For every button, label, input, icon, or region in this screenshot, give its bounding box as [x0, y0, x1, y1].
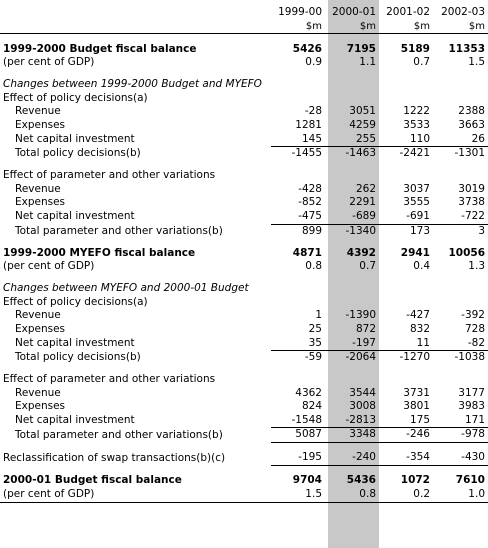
cell-value	[325, 274, 379, 296]
cell-value: 5087	[271, 428, 325, 443]
cell-value: 25	[308, 322, 322, 335]
cell-value: 0.2	[379, 488, 433, 502]
cell-value: -722	[461, 209, 485, 222]
cell-value	[433, 296, 488, 310]
table-row	[0, 210, 488, 224]
cell-value: 11353	[448, 42, 485, 55]
cell-value	[433, 161, 488, 183]
cell-value	[433, 70, 488, 92]
cell-value: 1072	[379, 466, 433, 489]
cell-value	[271, 70, 325, 92]
cell-value	[271, 161, 325, 183]
cell-value: -2813	[345, 413, 376, 426]
cell-value: -240	[325, 443, 379, 466]
cell-value: 1	[315, 309, 322, 322]
cell-value	[379, 161, 433, 183]
row-label: (per cent of GDP)	[0, 488, 271, 502]
fiscal-balance-table	[0, 6, 488, 503]
cell-value: 262	[355, 182, 376, 195]
cell-value: 26	[471, 132, 485, 145]
cell-value: 4259	[349, 118, 376, 131]
cell-value: 3177	[458, 386, 485, 399]
cell-value	[379, 296, 433, 310]
cell-value: -392	[461, 309, 485, 322]
table-row	[0, 400, 488, 414]
cell-value: 832	[409, 322, 430, 335]
unit-label: $m	[325, 20, 379, 34]
cell-value: 1.5	[271, 488, 325, 502]
cell-value: 0.9	[305, 56, 322, 69]
cell-value: 3	[433, 224, 488, 238]
cell-value: -1455	[271, 147, 325, 161]
header-blank	[0, 6, 271, 20]
cell-value: 1.3	[468, 260, 485, 273]
header-blank	[0, 20, 271, 34]
cell-value: -246	[379, 428, 433, 443]
cell-value: 255	[355, 132, 376, 145]
row-label: Net capital investment	[15, 337, 135, 349]
cell-value: 4362	[295, 386, 322, 399]
row-label: Revenue	[15, 105, 61, 118]
cell-value: -1038	[433, 351, 488, 365]
cell-value: 173	[379, 224, 433, 238]
row-label: Effect of policy decisions(a)	[3, 295, 148, 308]
header-row-units	[0, 20, 488, 34]
cell-value: -691	[406, 209, 430, 222]
cell-value: -1301	[433, 147, 488, 161]
cell-value: 0.4	[413, 260, 430, 273]
row-label: Revenue	[15, 386, 61, 399]
table-row	[0, 351, 488, 365]
table-row	[0, 365, 488, 387]
table-row	[0, 196, 488, 210]
row-label: Revenue	[15, 182, 61, 195]
cell-value: -28	[304, 105, 322, 118]
cell-value	[325, 161, 379, 183]
cell-value: 3663	[458, 118, 485, 131]
cell-value: 1222	[403, 105, 430, 118]
table-row	[0, 224, 488, 238]
cell-value: 5436	[325, 466, 379, 489]
cell-value: 0.8	[325, 488, 379, 502]
cell-value: -2064	[325, 351, 379, 365]
row-label: (per cent of GDP)	[3, 56, 95, 69]
row-label: Effect of parameter and other variations	[3, 373, 216, 386]
table-row	[0, 161, 488, 183]
cell-value: 0.8	[305, 260, 322, 273]
table-row	[0, 323, 488, 337]
cell-value: 145	[301, 132, 322, 145]
cell-value: -978	[433, 428, 488, 443]
row-label: Expenses	[15, 400, 66, 413]
cell-value	[271, 296, 325, 310]
table-row	[0, 309, 488, 323]
cell-value: 3051	[349, 105, 376, 118]
col-header: 2002-03	[441, 6, 485, 18]
cell-value: 3801	[403, 400, 430, 413]
row-label: Reclassification of swap transactions(b)(c)	[3, 451, 226, 464]
cell-value: 3019	[458, 182, 485, 195]
cell-value	[379, 365, 433, 387]
cell-value: 3008	[349, 400, 376, 413]
cell-value: 4871	[292, 246, 322, 259]
cell-value: 2941	[400, 246, 430, 259]
header-row-years	[0, 6, 488, 20]
table-row	[0, 337, 488, 351]
row-label: Changes between MYEFO and 2000-01 Budget	[3, 282, 249, 295]
row-label: 1999-2000 Budget fiscal balance	[3, 42, 197, 55]
table-row	[0, 488, 488, 502]
cell-value: -1548	[291, 413, 322, 426]
col-header: 2001-02	[386, 6, 430, 18]
cell-value: -195	[271, 443, 325, 466]
cell-value	[379, 70, 433, 92]
table-row	[0, 56, 488, 70]
cell-value: 9704	[271, 466, 325, 489]
row-label: Total policy decisions(b)	[15, 351, 141, 364]
table-body	[0, 6, 488, 502]
cell-value: -852	[298, 196, 322, 209]
cell-value: -1270	[379, 351, 433, 365]
unit-label: $m	[433, 20, 488, 34]
cell-value: 3731	[403, 386, 430, 399]
row-label: Total parameter and other variations(b)	[15, 224, 223, 237]
cell-value	[433, 92, 488, 106]
table-row	[0, 387, 488, 401]
cell-value: -1340	[325, 224, 379, 238]
table-row	[0, 133, 488, 147]
cell-value: -82	[467, 336, 485, 349]
cell-value: 4392	[346, 246, 376, 259]
cell-value: 1.1	[359, 56, 376, 69]
table-row	[0, 260, 488, 274]
cell-value	[325, 92, 379, 106]
table-row	[0, 183, 488, 197]
cell-value	[379, 92, 433, 106]
cell-value: 3533	[403, 118, 430, 131]
cell-value	[325, 296, 379, 310]
cell-value: -1390	[345, 309, 376, 322]
cell-value	[433, 365, 488, 387]
cell-value: 35	[308, 336, 322, 349]
table-row	[0, 466, 488, 489]
row-label: Effect of parameter and other variations	[3, 169, 216, 182]
row-label: 1999-2000 MYEFO fiscal balance	[3, 246, 196, 259]
row-label: Changes between 1999-2000 Budget and MYEFO	[3, 78, 262, 91]
cell-value: 7195	[346, 42, 376, 55]
row-label: Effect of policy decisions(a)	[3, 91, 148, 104]
cell-value: 175	[409, 413, 430, 426]
cell-value: 3983	[458, 400, 485, 413]
table-row	[0, 105, 488, 119]
cell-value: 3348	[325, 428, 379, 443]
cell-value: 171	[464, 413, 485, 426]
cell-value: 1281	[295, 118, 322, 131]
table-row	[0, 414, 488, 428]
table-row	[0, 238, 488, 260]
cell-value: 824	[301, 400, 322, 413]
cell-value: -2421	[379, 147, 433, 161]
row-label: Revenue	[15, 309, 61, 322]
row-label: (per cent of GDP)	[3, 260, 95, 273]
table-row	[0, 428, 488, 443]
cell-value: 3555	[403, 196, 430, 209]
table-row	[0, 34, 488, 57]
cell-value: 899	[271, 224, 325, 238]
row-label: Total policy decisions(b)	[15, 147, 141, 160]
cell-value	[325, 70, 379, 92]
table-row	[0, 70, 488, 92]
cell-value: 3738	[458, 196, 485, 209]
table-row	[0, 296, 488, 310]
cell-value: -428	[298, 182, 322, 195]
cell-value	[271, 92, 325, 106]
cell-value: 0.7	[359, 260, 376, 273]
cell-value	[271, 274, 325, 296]
table-row	[0, 443, 488, 466]
row-label: Net capital investment	[15, 414, 135, 427]
cell-value: 5426	[292, 42, 322, 55]
row-label: Expenses	[15, 196, 66, 209]
row-label: 2000-01 Budget fiscal balance	[3, 474, 182, 487]
cell-value: 728	[464, 322, 485, 335]
cell-value: 0.7	[413, 56, 430, 69]
cell-value: 7610	[433, 466, 488, 489]
cell-value: 3037	[403, 182, 430, 195]
unit-label: $m	[379, 20, 433, 34]
cell-value: -430	[433, 443, 488, 466]
cell-value: -475	[298, 209, 322, 222]
row-label: Expenses	[15, 118, 66, 131]
row-label: Expenses	[15, 322, 66, 335]
cell-value	[433, 274, 488, 296]
cell-value: 1.5	[468, 56, 485, 69]
cell-value: 3544	[349, 386, 376, 399]
table-row	[0, 92, 488, 106]
cell-value: -59	[271, 351, 325, 365]
unit-label: $m	[271, 20, 325, 34]
cell-value	[271, 365, 325, 387]
cell-value: 1.0	[433, 488, 488, 502]
cell-value: -354	[379, 443, 433, 466]
cell-value: 2291	[349, 196, 376, 209]
cell-value: -1463	[325, 147, 379, 161]
row-label: Net capital investment	[15, 133, 135, 146]
col-header: 1999-00	[278, 6, 322, 18]
cell-value	[379, 274, 433, 296]
col-header: 2000-01	[332, 6, 376, 18]
cell-value: -197	[352, 336, 376, 349]
row-label: Net capital investment	[15, 210, 135, 223]
cell-value: 5189	[400, 42, 430, 55]
cell-value	[325, 365, 379, 387]
cell-value: -427	[406, 309, 430, 322]
table-row	[0, 119, 488, 133]
cell-value: 10056	[448, 246, 485, 259]
cell-value: 110	[409, 132, 430, 145]
table-row	[0, 274, 488, 296]
cell-value: 872	[355, 322, 376, 335]
row-label: Total parameter and other variations(b)	[15, 428, 223, 441]
cell-value: -689	[352, 209, 376, 222]
cell-value: 2388	[458, 105, 485, 118]
cell-value: 11	[416, 336, 430, 349]
table-row	[0, 147, 488, 161]
